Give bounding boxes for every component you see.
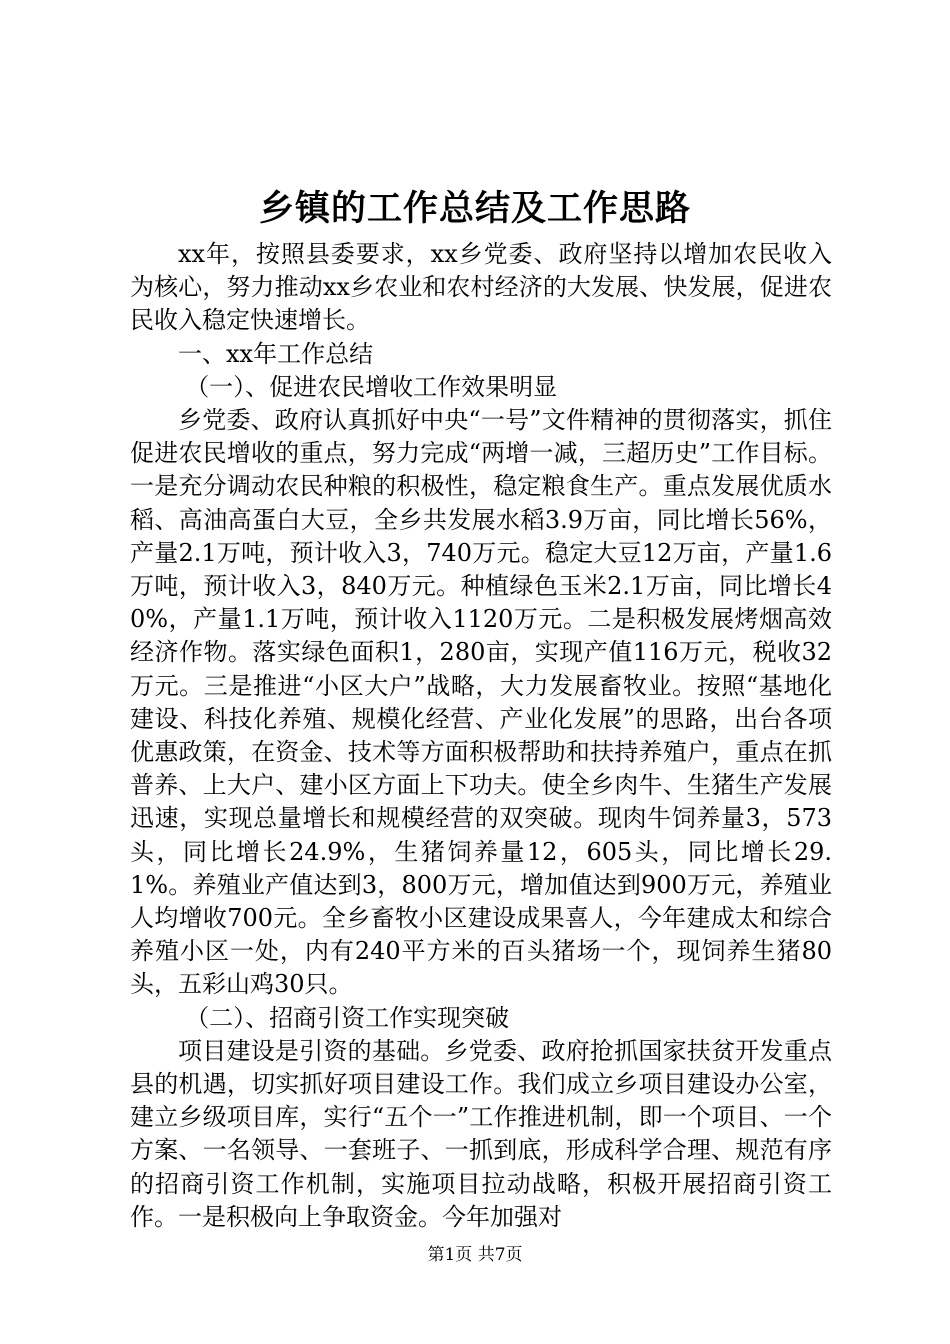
body-paragraph-2: 项目建设是引资的基础。乡党委、政府抢抓国家扶贫开发重点县的机遇，切实抓好项目建设工作。我们成立乡项目建设办公室，建立乡级项目库，实行“五个一”工作推进机制，即一个项目、一个方案、一名领导、一套班子、一抓到底，形成科学合理、规范有序的招商引资工作机制，实施项目拉动战略，积极开展招商引资工作。一是积极向上争取资金。今年加强对	[130, 1036, 832, 1231]
document-body	[130, 238, 832, 1234]
subsection-heading-2: （二）、招商引资工作实现突破	[185, 1003, 510, 1032]
section-heading: 一、xx年工作总结	[178, 339, 374, 368]
body-paragraph-1: 乡党委、政府认真抓好中央“一号”文件精神的贯彻落实，抓住促进农民增收的重点，努力完成“两增一减，三超历史”工作目标。一是充分调动农民种粮的积极性，稳定粮食生产。重点发展优质水稻、高油高蛋白大豆，全乡共发展水稻3.9万亩，同比增长56%，产量2.1万吨，预计收入3，740万元。稳定大豆12万亩，产量1.6万吨，预计收入3，840万元。种植绿色玉米2.1万亩，同比增长40%，产量1.1万吨，预计收入1120万元。二是积极发展烤烟高效经济作物。落实绿色面积1，280亩，实现产值116万元，税收32万元。三是推进“小区大户”战略，大力发展畜牧业。按照“基地化建设、科技化养殖、规模化经营、产业化发展”的思路，出台各项优惠政策，在资金、技术等方面积极帮助和扶持养殖户，重点在抓普养、上大户、建小区方面上下功夫。使全乡肉牛、生猪生产发展迅速，实现总量增长和规模经营的双突破。现肉牛饲养量3，573头，同比增长24.9%，生猪饲养量12，605头，同比增长29.1%。养殖业产值达到3，800万元，增加值达到900万元，养殖业人均增收700元。全乡畜牧小区建设成果喜人，今年建成太和综合养殖小区一处，内有240平方米的百头猪场一个，现饲养生猪80头，五彩山鸡30只。	[130, 406, 832, 999]
page-number-footer: 第1页 共7页	[427, 1245, 523, 1265]
subsection-heading-1: （一）、促进农民增收工作效果明显	[185, 372, 558, 401]
document-title: 乡镇的工作总结及工作思路	[258, 188, 691, 229]
intro-paragraph: xx年，按照县委要求，xx乡党委、政府坚持以增加农民收入为核心，努力推动xx乡农业和农村经济的大发展、快发展，促进农民收入稳定快速增长。	[130, 240, 832, 335]
